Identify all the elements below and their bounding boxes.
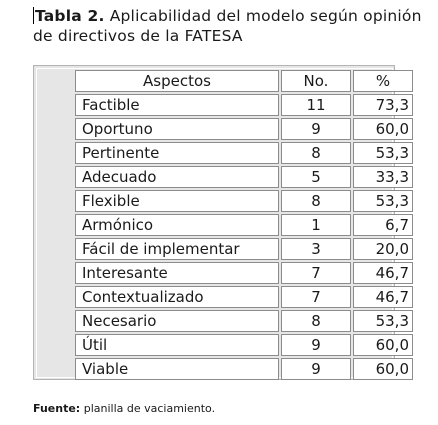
cell-percent: 46,7 [353,286,413,308]
cell-aspect: Oportuno [75,118,279,140]
cell-percent: 60,0 [353,118,413,140]
header-count: No. [281,70,351,92]
cell-percent: 53,3 [353,190,413,212]
cell-percent: 73,3 [353,94,413,116]
cell-percent: 46,7 [353,262,413,284]
cell-aspect: Viable [75,358,279,380]
cell-count: 3 [281,238,351,260]
cell-aspect: Factible [75,94,279,116]
source-text: planilla de vaciamiento. [83,402,216,415]
header-percent: % [353,70,413,92]
cell-aspect: Interesante [75,262,279,284]
cell-count: 8 [281,190,351,212]
cell-count: 8 [281,310,351,332]
table-caption [33,6,433,46]
cell-count: 5 [281,166,351,188]
cell-aspect: Útil [75,334,279,356]
cell-aspect: Necesario [75,310,279,332]
cell-percent: 60,0 [353,358,413,380]
cell-count: 7 [281,262,351,284]
cell-count: 9 [281,334,351,356]
cell-count: 7 [281,286,351,308]
cell-percent: 6,7 [353,214,413,236]
cell-count: 11 [281,94,351,116]
cell-aspect: Adecuado [75,166,279,188]
caption-text: Aplicabilidad del modelo según opinión de directivos de la FATESA [33,7,422,45]
cell-aspect: Pertinente [75,142,279,164]
cell-percent: 60,0 [353,334,413,356]
cell-aspect: Flexible [75,190,279,212]
source-note [33,401,215,417]
source-label: Fuente: [33,402,81,415]
cell-percent: 53,3 [353,142,413,164]
cell-percent: 33,3 [353,166,413,188]
cell-count: 8 [281,142,351,164]
cell-aspect: Contextualizado [75,286,279,308]
cell-count: 9 [281,118,351,140]
data-table [33,65,409,380]
cell-aspect: Fácil de implementar [75,238,279,260]
cell-percent: 53,3 [353,310,413,332]
cell-count: 1 [281,214,351,236]
header-aspects: Aspectos [75,70,279,92]
cell-aspect: Armónico [75,214,279,236]
cell-percent: 20,0 [353,238,413,260]
text-cursor [33,7,34,24]
caption-label: Tabla 2. [35,7,105,25]
cell-count: 9 [281,358,351,380]
